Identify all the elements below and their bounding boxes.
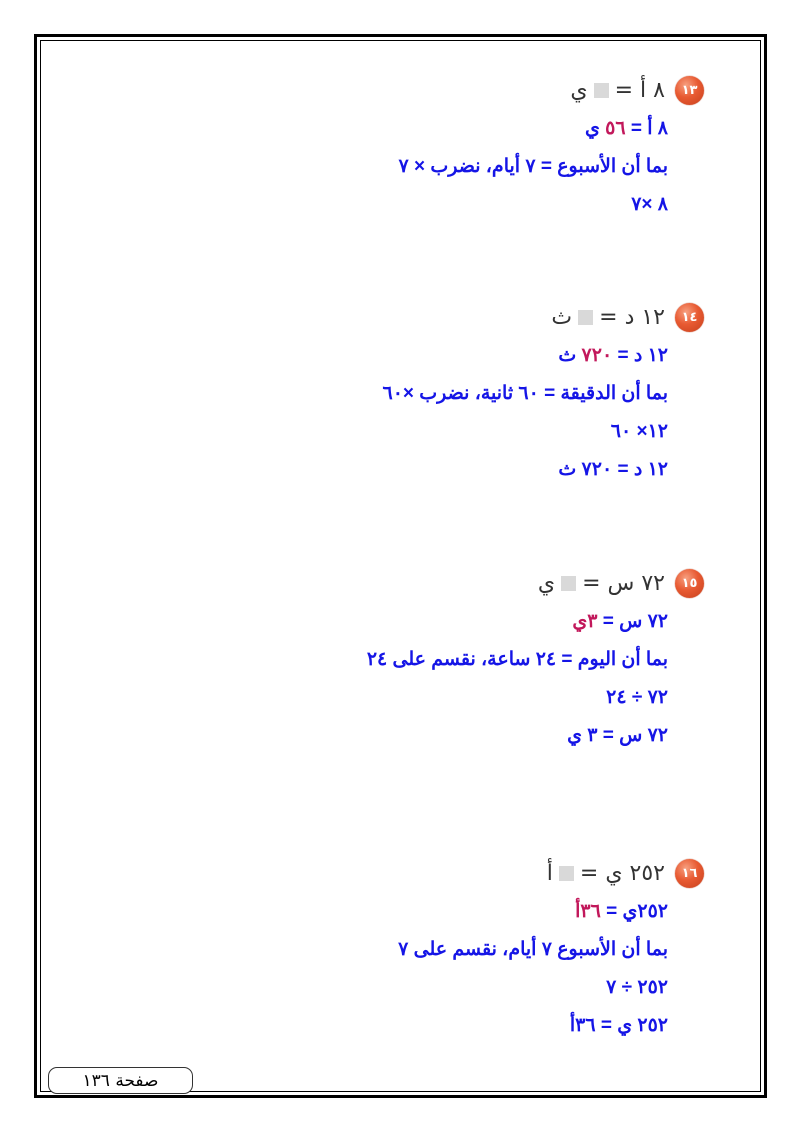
solution-text: ٧٢ س = [597, 611, 668, 632]
solution-text: ٢٥٢ ي = ٣٦أ [569, 1015, 668, 1036]
solution-text: ٧٢ س = ٣ ي [567, 725, 668, 746]
solution-line [144, 641, 704, 679]
problem-prompt [144, 297, 704, 337]
answer-blank-box [559, 866, 574, 881]
solution-text: ١٢ د = [612, 345, 668, 366]
solution-line [144, 110, 704, 148]
problem-block [144, 853, 704, 1045]
prompt-right: ث [551, 304, 573, 330]
page-number-label: صفحة ١٣٦ [82, 1070, 159, 1091]
solution-text: ي [584, 118, 606, 139]
prompt-left: ٢٥٢ ي = [579, 860, 665, 886]
prompt-right: أ [546, 860, 553, 886]
prompt-right: ي [537, 570, 556, 596]
prompt-left: ١٢ د = [599, 304, 665, 330]
solution-line [144, 413, 704, 451]
prompt-left: ٧٢ س = [582, 570, 665, 596]
solution-line [144, 148, 704, 186]
page-number-tab [48, 1067, 193, 1094]
solution-line [144, 337, 704, 375]
solution-text: بما أن الأسبوع ٧ أيام، نقسم على ٧ [398, 939, 668, 960]
answer-blank-box [578, 310, 593, 325]
prompt-text [570, 78, 665, 103]
answer-value: ٥٦ [605, 118, 626, 139]
solution-text: ٨ أ = [625, 118, 668, 139]
problem-block [144, 563, 704, 755]
solution-text: ٨ ×٧ [631, 194, 668, 215]
solution-text: بما أن الأسبوع = ٧ أيام، نضرب × ٧ [398, 156, 668, 177]
problem-prompt [144, 853, 704, 893]
solution-line [144, 1007, 704, 1045]
answer-value: ٣٦أ [575, 901, 601, 922]
problem-number-badge: ١٥ [675, 569, 704, 598]
solution-text: ٧٢ ÷ ٢٤ [606, 687, 668, 708]
solution-line [144, 931, 704, 969]
answer-blank-box [561, 576, 576, 591]
answer-blank-box [594, 83, 609, 98]
solution-text: ٢٥٢ ÷ ٧ [606, 977, 668, 998]
solution-line [144, 186, 704, 224]
solution-text: ث [558, 345, 582, 366]
solution-line [144, 451, 704, 489]
solution-line [144, 969, 704, 1007]
solution-text: ١٢ د = ٧٢٠ ث [558, 459, 668, 480]
solution-text: بما أن الدقيقة = ٦٠ ثانية، نضرب ×٦٠ [382, 383, 668, 404]
prompt-text [538, 571, 665, 596]
solution-text: بما أن اليوم = ٢٤ ساعة، نقسم على ٢٤ [366, 649, 668, 670]
answer-value: ٣ي [572, 611, 598, 632]
solution-line [144, 717, 704, 755]
solution-text: ٢٥٢ي = [600, 901, 668, 922]
solution-line [144, 603, 704, 641]
prompt-text [547, 861, 665, 886]
solution-line [144, 679, 704, 717]
problem-number-badge: ١٤ [675, 303, 704, 332]
prompt-left: ٨ أ = [614, 77, 665, 103]
solution-line [144, 893, 704, 931]
answer-value: ٧٢٠ [581, 345, 613, 366]
problem-block [144, 297, 704, 489]
problem-prompt [144, 70, 704, 110]
solution-line [144, 375, 704, 413]
prompt-right: ي [570, 77, 588, 103]
problem-block [144, 70, 704, 224]
solution-text: ١٢× ٦٠ [610, 421, 668, 442]
problem-number-badge: ١٦ [675, 859, 704, 888]
problem-prompt [144, 563, 704, 603]
prompt-text [551, 305, 665, 330]
problem-number-badge: ١٣ [675, 76, 704, 105]
